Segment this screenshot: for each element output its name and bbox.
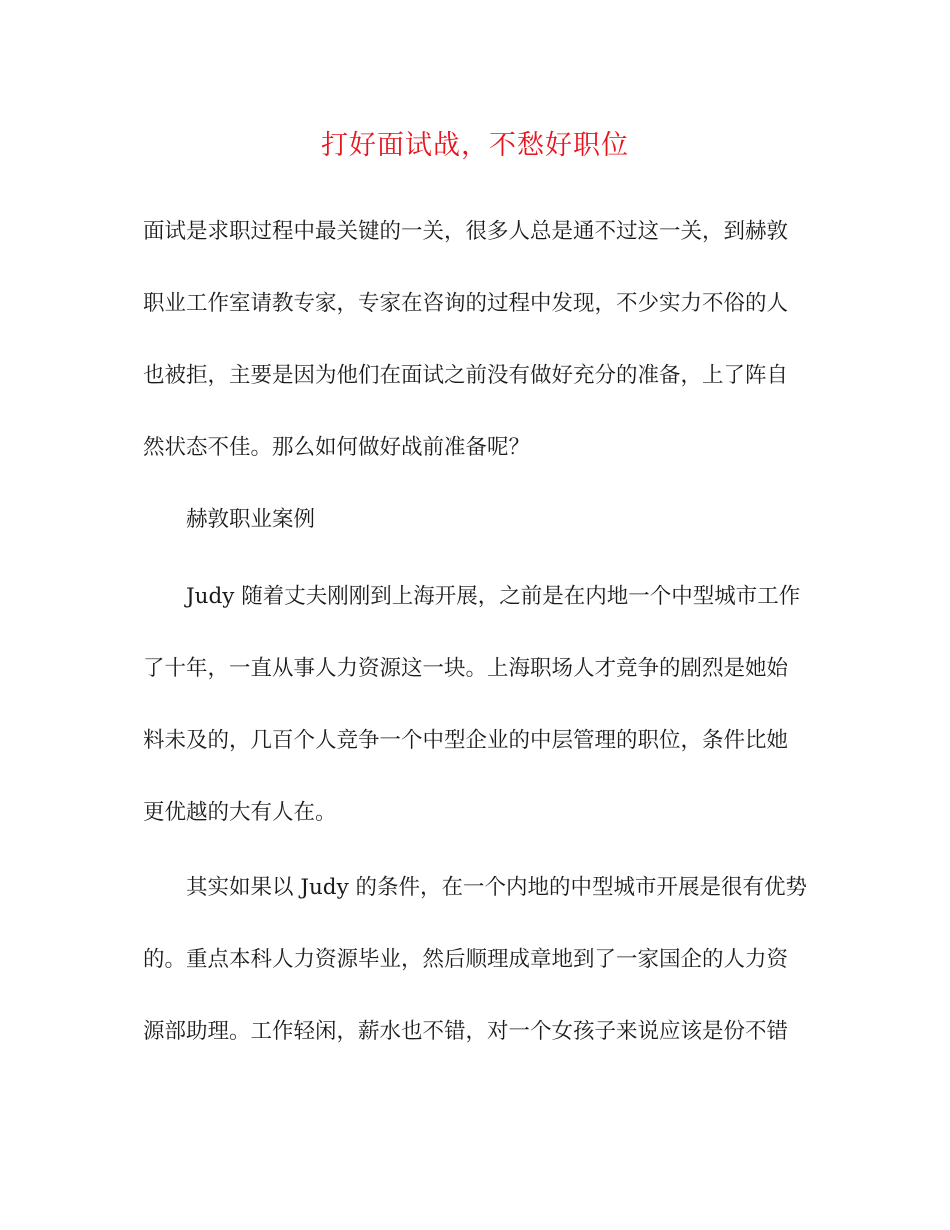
- paragraph-4-line-2: 的。重点本科人力资源毕业，然后顺理成章地到了一家国企的人力资: [143, 947, 789, 972]
- document-title: 打好面试战，不愁好职位: [321, 130, 629, 161]
- paragraph-1-line-2: 职业工作室请教专家，专家在咨询的过程中发现，不少实力不俗的人: [143, 291, 789, 316]
- paragraph-3-line-1: Judy 随着丈夫刚刚到上海开展，之前是在内地一个中型城市工作: [186, 584, 801, 609]
- paragraph-4-line-1: 其实如果以 Judy 的条件，在一个内地的中型城市开展是很有优势: [186, 875, 808, 900]
- paragraph-1-line-1: 面试是求职过程中最关键的一关，很多人总是通不过这一关，到赫敦: [143, 219, 789, 244]
- paragraph-1-line-4: 然状态不佳。那么如何做好战前准备呢？: [143, 435, 531, 460]
- paragraph-1-line-3: 也被拒，主要是因为他们在面试之前没有做好充分的准备，上了阵自: [143, 363, 789, 388]
- paragraph-3-line-3: 料未及的，几百个人竞争一个中型企业的中层管理的职位，条件比她: [143, 728, 789, 753]
- paragraph-4-line-3: 源部助理。工作轻闲，薪水也不错，对一个女孩子来说应该是份不错: [143, 1019, 789, 1044]
- section-heading-case: 赫敦职业案例: [186, 507, 316, 532]
- paragraph-3-line-2: 了十年，一直从事人力资源这一块。上海职场人才竞争的剧烈是她始: [143, 656, 789, 681]
- paragraph-3-line-4: 更优越的大有人在。: [143, 800, 337, 825]
